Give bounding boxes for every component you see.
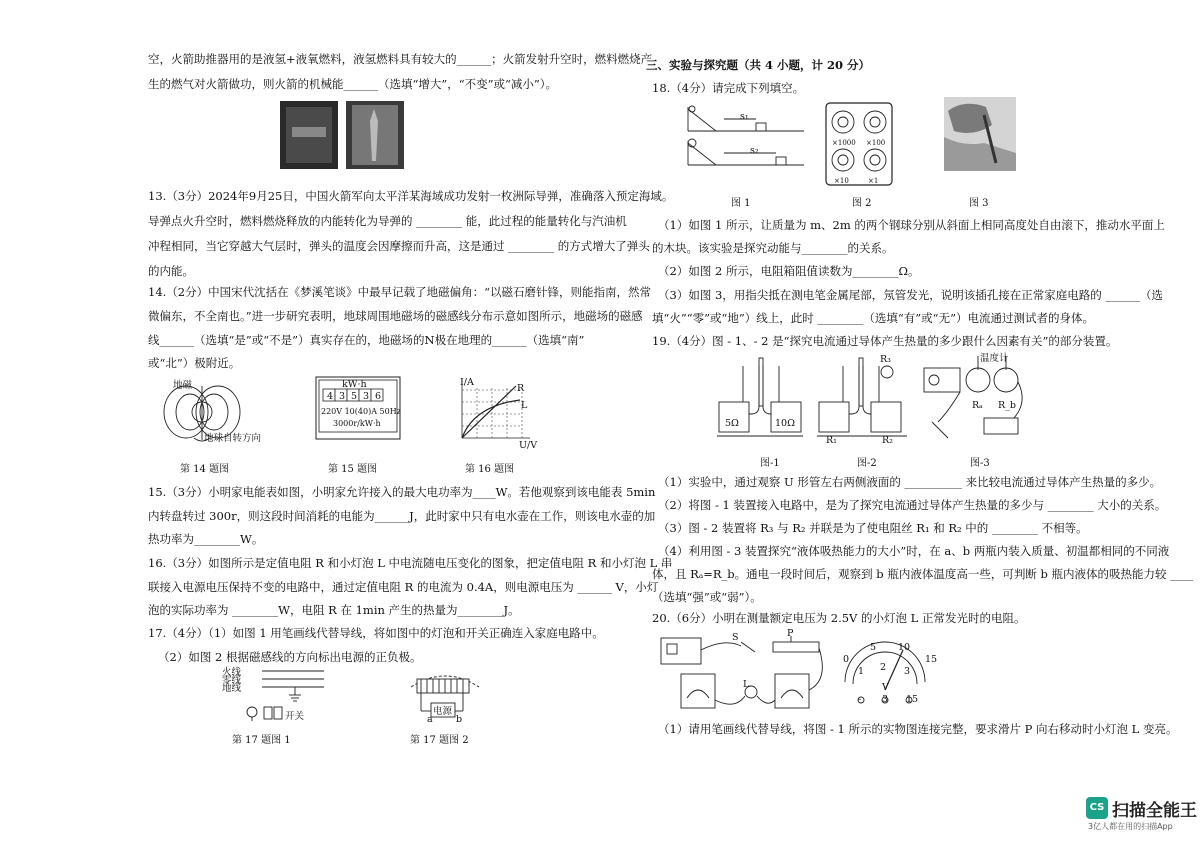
fig14-note: 地球自转方向 <box>204 433 262 444</box>
terminal-label: - <box>858 694 862 705</box>
dial-label: ×1000 <box>832 139 856 147</box>
q18-line2: 的木块。该实验是探究动能与________的关系。 <box>652 241 894 255</box>
q16-line3: 泡的实际功率为 ________W，电阻 R 在 1min 产生的热量为________J。 <box>148 603 520 617</box>
test-pen-photo <box>944 97 1016 171</box>
q18-line1: （1）如图 1 所示，让质量为 m、2m 的两个钢球分别从斜面上相同高度处自由滚下，推动水平面上 <box>658 218 1165 232</box>
meter-unit: kW·h <box>342 379 367 390</box>
q18-head: 18.（4分）请完成下列填空。 <box>652 81 805 95</box>
q13-line1: 13.（3分）2024年9月25日，中国火箭军向太平洋某海域成功发射一枚洲际导弹，准确落入预定海域。 <box>148 189 674 203</box>
q20-line1: （1）请用笔画线代替导线，将图 - 1 所示的实物图连接完整，要求滑片 P 向右移动时小灯泡 L 变亮。 <box>658 722 1178 736</box>
q19-line1: （1）实验中，通过观察 U 形管左右两侧液面的 __________ 来比较电流通过导体产生热量的多少。 <box>658 475 1162 489</box>
caption-18-3: 图 3 <box>969 198 989 209</box>
fig19-ra: Rₐ <box>972 400 983 411</box>
dial-inner-tick: 2 <box>880 662 887 673</box>
terminal-label: 15 <box>906 694 919 705</box>
fig19-10ohm: 10Ω <box>775 418 795 429</box>
q16-line1: 16.（3分）如图所示是定值电阻 R 和小灯泡 L 中电流随电压变化的图象，把定值电阻 R 和小灯泡 L 串 <box>148 556 673 570</box>
caption-19-2: 图-2 <box>857 458 877 469</box>
q19-line2: （2）将图 - 1 装置接入电路中，是为了探究电流通过导体产生热量的多少与 ________ 大小的关系。 <box>658 498 1167 512</box>
q19-line5: 体，且 Rₐ=R_b。通电一段时间后，观察到 b 瓶内液体温度高一些，可判断 b 瓶内液体的吸热能力较 ____ <box>652 567 1194 581</box>
caption-19-1: 图-1 <box>760 458 780 469</box>
fig19-r3: R₃ <box>880 354 891 365</box>
switch-label: 开关 <box>285 711 305 722</box>
q16-line2: 联接入电源电压保持不变的电路中，通过定值电阻 R 的电流为 0.4A，则电源电压为 ______ V，小灯 <box>148 580 659 594</box>
dial-inner-tick: 3 <box>904 666 911 677</box>
q17-line2: （2）如图 2 根据磁感线的方向标出电源的正负极。 <box>158 650 422 664</box>
q18-line5: 填“火”“零”或“地”）线上，此时 ________（选填“有”或“无”）电流通过测试者的身体。 <box>652 311 1094 325</box>
dial-tick: 10 <box>898 642 911 653</box>
q18-line3: （2）如图 2 所示，电阻箱阻值读数为________Ω。 <box>658 264 920 278</box>
q15-line2: 内转盘转过 300r，则这段时间消耗的电能为______J，此时家中只有电水壶在工作，则该电水壶的加 <box>148 509 656 523</box>
meter-constant: 3000r/kW·h <box>333 419 381 428</box>
circuit-figure <box>655 630 830 714</box>
q13-line4: 的内能。 <box>148 264 194 278</box>
fig19-rb: R_b <box>998 400 1016 411</box>
q14-line3: 线______（选填“是”或“不是”）真实存在的，地磁场的N极在地理的______（选填“南” <box>148 333 585 347</box>
fig16-l-label: L <box>521 400 528 411</box>
q15-line3: 热功率为________W。 <box>148 532 264 546</box>
caption-19-3: 图-3 <box>970 458 990 469</box>
caption-17-2: 第 17 题图 2 <box>410 735 469 746</box>
q13-line2: 导弹点火升空时，燃料燃烧释放的内能转化为导弹的 ________ 能，此过程的能量转化与汽油机 <box>148 214 627 228</box>
meter-digit: 3 <box>339 391 346 402</box>
app-name: 扫描全能王 <box>1112 801 1197 821</box>
caption-17-1: 第 17 题图 1 <box>232 735 291 746</box>
q19-head: 19.（4分）图 - 1、- 2 是“探究电流通过导体产生热量的多少跟什么因素有关”的部分装置。 <box>652 334 1118 348</box>
caption-18-1: 图 1 <box>731 198 751 209</box>
q18-line4: （3）如图 3，用指尖抵在测电笔金属尾部，氖管发光，说明该插孔接在正常家庭电路的 ______（选 <box>658 288 1163 302</box>
caption-14: 第 14 题图 <box>180 464 230 475</box>
meter-digit: 5 <box>351 391 358 402</box>
q14-line2: 微偏东，不全南也。”进一步研究表明，地球周围地磁场的磁感线分布示意如图所示，地磁场的磁感 <box>148 309 643 323</box>
fig19-5ohm: 5Ω <box>725 418 739 429</box>
q17-line1: 17.（4分）（1）如图 1 用笔画线代替导线，将如图中的灯泡和开关正确连入家庭电路中。 <box>148 626 604 640</box>
dial-inner-tick: 1 <box>858 666 865 677</box>
meter-digit: 6 <box>375 391 382 402</box>
power-label: 电源 <box>433 706 453 717</box>
fig16-x-axis: U/V <box>519 440 538 451</box>
dial-label: ×10 <box>834 177 849 185</box>
dial-tick: 15 <box>925 654 938 665</box>
meter-rating: 220V 10(40)A 50Hz <box>321 407 401 416</box>
dial-tick: 0 <box>843 654 850 665</box>
distance-s2: s₂ <box>750 145 759 156</box>
distance-s1: s₁ <box>740 111 749 122</box>
q12-line1: 空，火箭助推器用的是液氢+液氧燃料，液氢燃料具有较大的______；火箭发射升空时，燃料燃烧产 <box>148 52 653 66</box>
voltmeter-v-label: V <box>882 682 889 693</box>
q19-line4: （4）利用图 - 3 装置探究“液体吸热能力的大小”时，在 a、b 两瓶内装入质量、初温都相同的不同液 <box>658 544 1170 558</box>
slider-p-label: P <box>787 628 794 639</box>
app-logo: CS <box>1086 797 1108 819</box>
dial-tick: 5 <box>870 642 877 653</box>
q14-line4: 或“北”）极附近。 <box>148 356 241 370</box>
caption-18-2: 图 2 <box>852 198 872 209</box>
lamp-l-label: L <box>743 679 750 690</box>
section-title: 三、实验与探究题（共 4 小题，计 20 分） <box>646 58 871 72</box>
u-tube-apparatus-2 <box>815 356 910 440</box>
caption-15: 第 15 题图 <box>328 464 378 475</box>
fire-wire-label: 火线 <box>222 667 242 678</box>
q19-line6: （选填“强”或“弱”）。 <box>652 590 762 604</box>
meter-digit: 4 <box>327 391 334 402</box>
q19-line3: （3）图 - 2 装置将 R₃ 与 R₂ 并联是为了使电阻丝 R₁ 和 R₂ 中的 ________ 不相等。 <box>658 521 1088 535</box>
q13-line3: 冲程相同，当它穿越大气层时，弹头的温度会因摩擦而升高，这是通过 ________ 的方式增大了弹头 <box>148 239 650 253</box>
fig19-r2: R₂ <box>882 435 893 446</box>
ground-wire-label: 地线 <box>222 683 242 694</box>
zero-wire-label: 零线 <box>222 675 242 686</box>
q12-line2: 生的燃气对火箭做功，则火箭的机械能______（选填“增大”，“不变”或“减小”）。 <box>148 77 558 91</box>
rocket-photo <box>280 101 404 169</box>
fig14-label: 地磁 <box>173 380 193 391</box>
terminal-a: a <box>427 714 433 725</box>
dial-label: ×100 <box>866 139 886 147</box>
meter-digit: 3 <box>363 391 370 402</box>
q20-head: 20.（6分）小明在测量额定电压为 2.5V 的小灯泡 L 正常发光时的电阻。 <box>652 611 1026 625</box>
fig16-r-label: R <box>517 383 525 394</box>
fig19-r1: R₁ <box>826 435 837 446</box>
terminal-b: b <box>456 714 463 725</box>
switch-s-label: S <box>732 632 739 643</box>
thermometer-label: 温度计 <box>980 353 1009 364</box>
q14-line1: 14.（2分）中国宋代沈括在《梦溪笔谈》中最早记载了地磁偏角：“以磁石磨针锋，则能指南，然常 <box>148 285 651 299</box>
household-circuit-figure <box>240 665 325 725</box>
app-slogan: 3亿人都在用的扫描App <box>1088 822 1173 831</box>
caption-16: 第 16 题图 <box>465 464 515 475</box>
q15-line1: 15.（3分）小明家电能表如图，小明家允许接入的最大电功率为____W。若他观察到该电能表 5min <box>148 485 656 499</box>
fig16-y-axis: I/A <box>460 377 474 388</box>
terminal-label: 3 <box>882 694 889 705</box>
dial-label: ×1 <box>868 177 879 185</box>
